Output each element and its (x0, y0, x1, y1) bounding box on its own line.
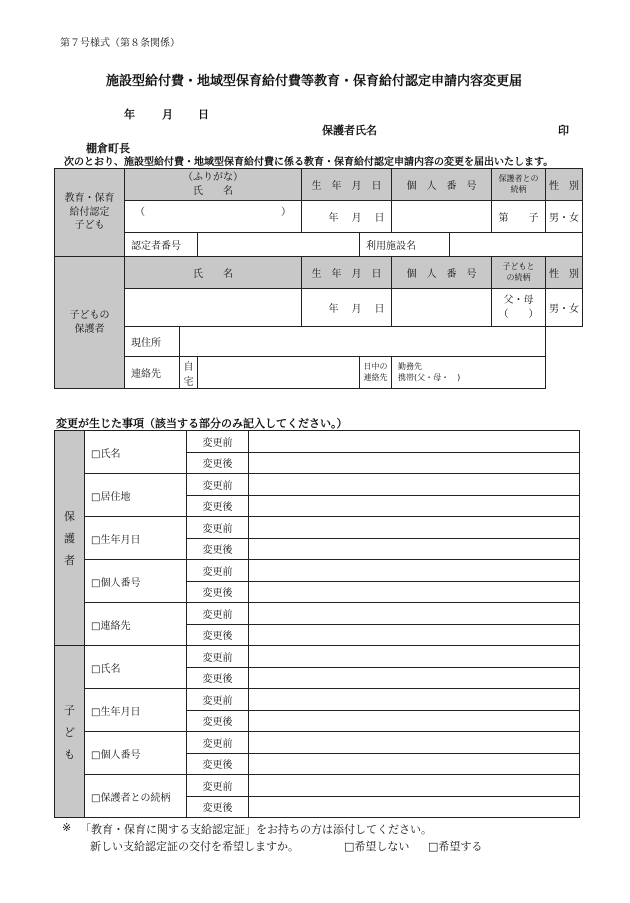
address-cell[interactable] (180, 327, 546, 357)
child-birthdate-cell[interactable]: 年 月 日 (302, 201, 392, 233)
guardian-relation-header: 子どもと の続柄 (492, 257, 546, 289)
date-year-label: 年 (124, 108, 135, 121)
after-label: 変更後 (187, 495, 249, 517)
page-title: 施設型給付費・地域型保育給付費等教育・保育給付認定申請内容変更届 (106, 74, 523, 89)
child-group-label: 子 ど も (55, 646, 85, 818)
guardian-change-item[interactable]: □個人番号 (85, 560, 187, 603)
before-label: 変更前 (187, 603, 249, 625)
after-label: 変更後 (187, 452, 249, 474)
before-label: 変更前 (187, 517, 249, 539)
child-change-item[interactable]: □保護者との続柄 (85, 775, 187, 818)
child-after-value-cell[interactable] (249, 710, 580, 732)
facility-name-label: 利用施設名 (360, 233, 450, 257)
after-label: 変更後 (187, 538, 249, 560)
child-change-item[interactable]: □生年月日 (85, 689, 187, 732)
changes-table (54, 430, 580, 818)
before-label: 変更前 (187, 689, 249, 711)
date-day-label: 日 (198, 108, 209, 121)
child-change-item[interactable]: □個人番号 (85, 732, 187, 775)
form-number: 第７号様式（第８条関係） (60, 38, 180, 49)
child-after-value-cell[interactable] (249, 796, 580, 818)
child-gender-cell[interactable]: 男・女 (546, 201, 583, 233)
child-relation-header: 保護者との 続柄 (492, 169, 546, 201)
home-label: 自宅 (180, 357, 198, 389)
child-row-header: 教育・保育 給付認定 子ども (55, 169, 125, 257)
footer-note: 「教育・保育に関する支給認定証」をお持ちの方は添付してください。 (80, 823, 432, 836)
child-id-header: 個 人 番 号 (392, 169, 492, 201)
before-label: 変更前 (187, 646, 249, 668)
info-table (54, 168, 583, 389)
guardian-before-value-cell[interactable] (249, 517, 580, 539)
option-no-checkbox[interactable]: □希望しない (344, 840, 410, 853)
guardian-after-value-cell[interactable] (249, 624, 580, 646)
guardian-id-header: 個 人 番 号 (392, 257, 492, 289)
seal-label: 印 (558, 124, 569, 137)
guardian-id-cell[interactable] (392, 289, 492, 327)
guardian-after-value-cell[interactable] (249, 452, 580, 474)
guardian-name-cell[interactable] (125, 289, 302, 327)
guardian-after-value-cell[interactable] (249, 581, 580, 603)
child-relation-cell[interactable]: 第 子 (492, 201, 546, 233)
after-label: 変更後 (187, 796, 249, 818)
after-label: 変更後 (187, 581, 249, 603)
guardian-change-item[interactable]: □居住地 (85, 474, 187, 517)
home-phone-cell[interactable] (198, 357, 360, 389)
child-after-value-cell[interactable] (249, 753, 580, 775)
guardian-after-value-cell[interactable] (249, 495, 580, 517)
changes-heading: 変更が生じた事項（該当する部分のみ記入してください。） (56, 417, 348, 430)
child-name-cell[interactable]: （ ） (125, 201, 302, 233)
before-label: 変更前 (187, 775, 249, 797)
daytime-contact-cell[interactable]: 勤務先 携帯(父・母・ ) (392, 357, 546, 389)
after-label: 変更後 (187, 624, 249, 646)
child-change-item[interactable]: □氏名 (85, 646, 187, 689)
daytime-contact-label: 日中の 連絡先 (360, 357, 392, 389)
after-label: 変更後 (187, 710, 249, 732)
footer-question: 新しい支給認定証の交付を希望しますか。 (90, 840, 299, 853)
child-before-value-cell[interactable] (249, 689, 580, 711)
child-birthdate-header: 生 年 月 日 (302, 169, 392, 201)
guardian-name-label: 保護者氏名 (322, 124, 377, 137)
guardian-gender-cell[interactable]: 男・女 (546, 289, 583, 327)
address-label: 現住所 (125, 327, 180, 357)
intro-text: 次のとおり、施設型給付費・地域型保育給付費に係る教育・保育給付認定申請内容の変更を届出いたします。 (64, 157, 554, 168)
child-before-value-cell[interactable] (249, 646, 580, 668)
guardian-before-value-cell[interactable] (249, 474, 580, 496)
child-after-value-cell[interactable] (249, 667, 580, 689)
guardian-group-label: 保 護 者 (55, 431, 85, 646)
cert-number-label: 認定者番号 (125, 233, 198, 257)
footer-note-mark: ※ (62, 821, 72, 834)
date-month-label: 月 (162, 108, 173, 121)
contact-label: 連絡先 (125, 357, 180, 389)
guardian-birthdate-header: 生 年 月 日 (302, 257, 392, 289)
guardian-row-header: 子どもの 保護者 (55, 257, 125, 389)
before-label: 変更前 (187, 431, 249, 453)
before-label: 変更前 (187, 560, 249, 582)
guardian-before-value-cell[interactable] (249, 603, 580, 625)
guardian-name-header: 氏 名 (125, 257, 302, 289)
guardian-relation-cell[interactable]: 父・母 （ ） (492, 289, 546, 327)
facility-name-cell[interactable] (450, 233, 583, 257)
guardian-birthdate-cell[interactable]: 年 月 日 (302, 289, 392, 327)
cert-number-cell[interactable] (198, 233, 360, 257)
before-label: 変更前 (187, 732, 249, 754)
guardian-after-value-cell[interactable] (249, 538, 580, 560)
child-gender-header: 性 別 (546, 169, 583, 201)
addressee: 棚倉町長 (86, 142, 130, 155)
guardian-change-item[interactable]: □連絡先 (85, 603, 187, 646)
guardian-gender-header: 性 別 (546, 257, 583, 289)
option-yes-checkbox[interactable]: □希望する (428, 840, 483, 853)
child-before-value-cell[interactable] (249, 732, 580, 754)
after-label: 変更後 (187, 753, 249, 775)
before-label: 変更前 (187, 474, 249, 496)
guardian-change-item[interactable]: □生年月日 (85, 517, 187, 560)
guardian-change-item[interactable]: □氏名 (85, 431, 187, 474)
child-name-header: （ふりがな） 氏 名 (125, 169, 302, 201)
child-before-value-cell[interactable] (249, 775, 580, 797)
after-label: 変更後 (187, 667, 249, 689)
guardian-before-value-cell[interactable] (249, 560, 580, 582)
guardian-before-value-cell[interactable] (249, 431, 580, 453)
child-id-cell[interactable] (392, 201, 492, 233)
